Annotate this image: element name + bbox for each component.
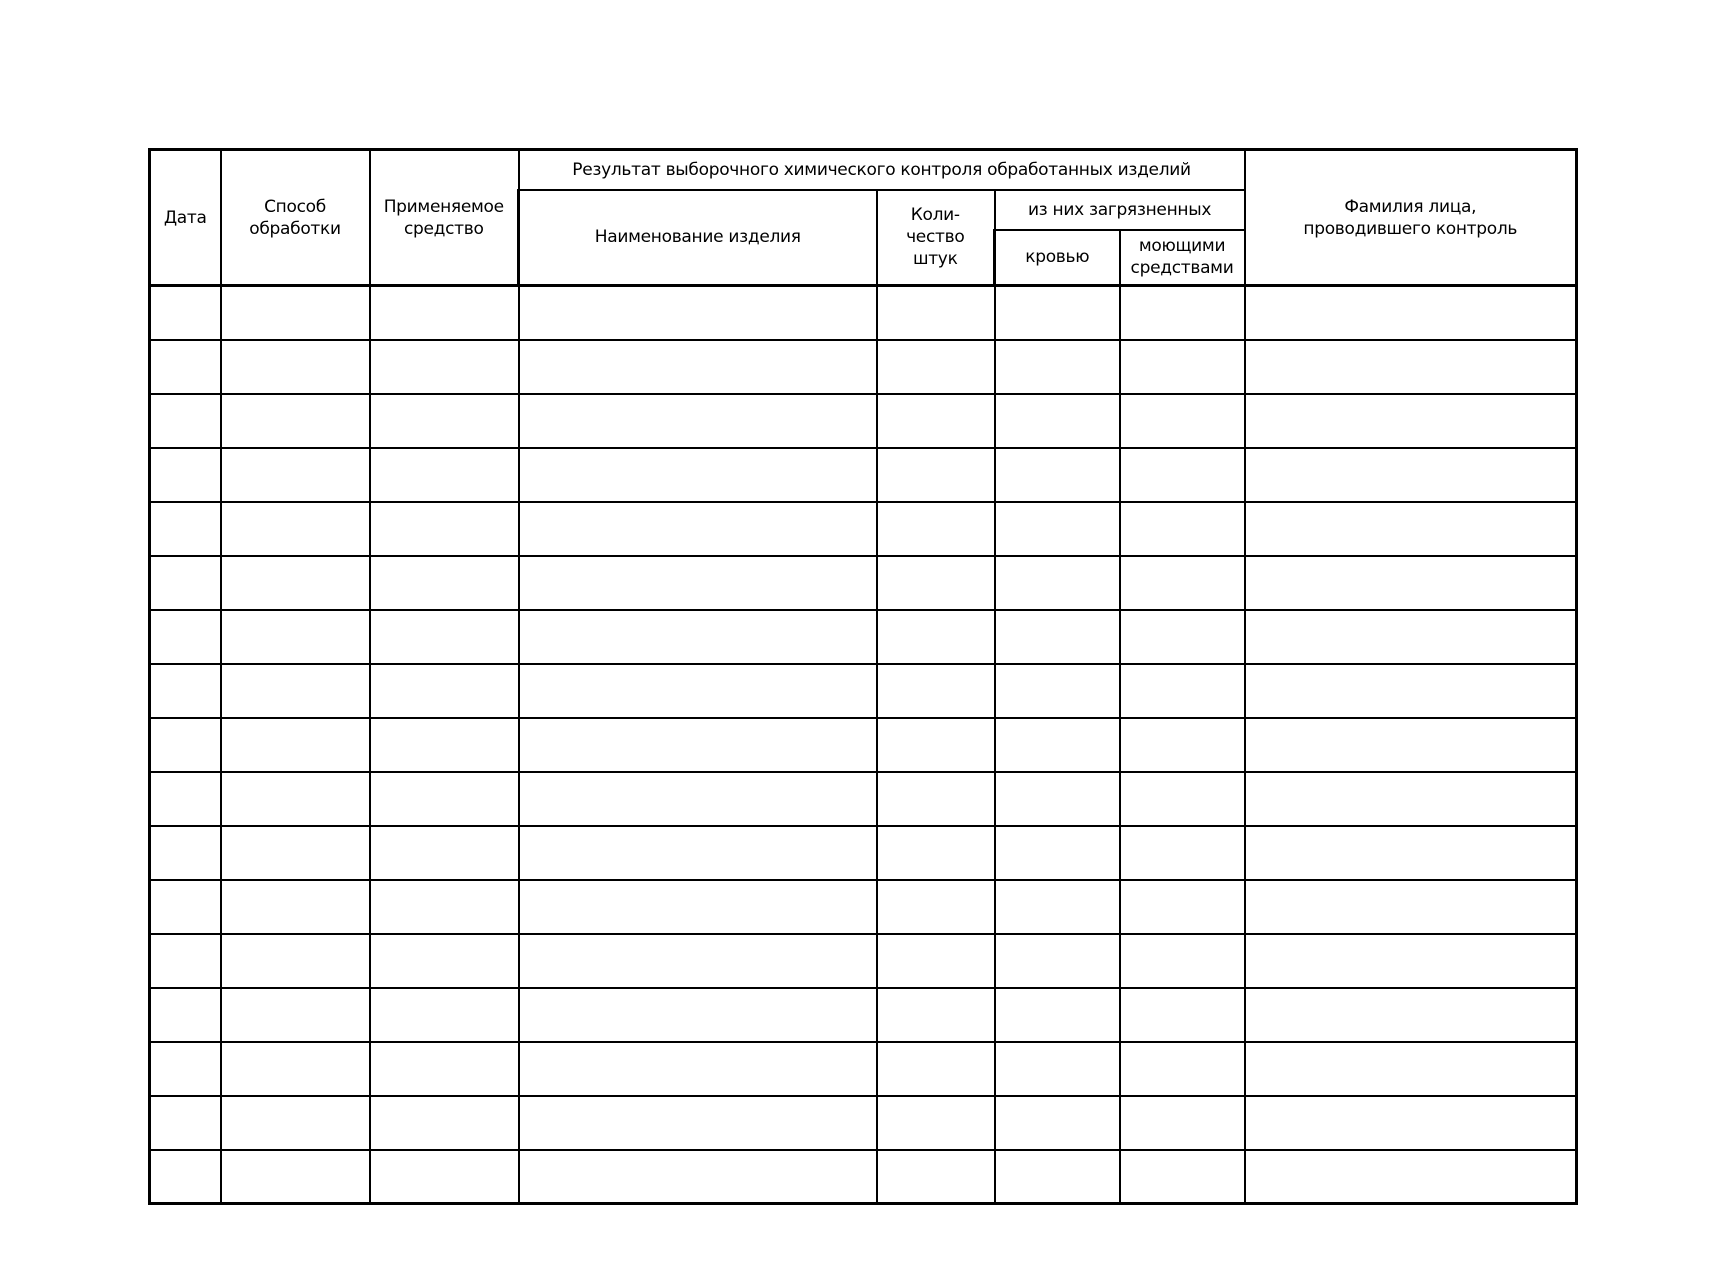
table-row <box>150 772 1577 826</box>
table-row <box>150 988 1577 1042</box>
table-cell[interactable] <box>995 340 1120 394</box>
table-cell[interactable] <box>519 934 877 988</box>
table-cell[interactable] <box>519 556 877 610</box>
table-cell[interactable] <box>1245 502 1577 556</box>
table-row <box>150 880 1577 934</box>
table-cell[interactable] <box>221 1042 370 1096</box>
table-cell[interactable] <box>221 880 370 934</box>
table-cell[interactable] <box>995 772 1120 826</box>
table-row <box>150 394 1577 448</box>
table-row <box>150 286 1577 340</box>
table-cell[interactable] <box>150 394 221 448</box>
table-cell[interactable] <box>519 340 877 394</box>
table-cell[interactable] <box>995 502 1120 556</box>
table-cell[interactable] <box>877 772 995 826</box>
table-cell[interactable] <box>877 880 995 934</box>
table-cell[interactable] <box>150 1150 221 1204</box>
table-cell[interactable] <box>370 286 519 340</box>
table-cell[interactable] <box>370 556 519 610</box>
table-cell[interactable] <box>519 610 877 664</box>
table-cell[interactable] <box>519 718 877 772</box>
header-blood: кровью <box>995 230 1120 286</box>
table-cell[interactable] <box>877 1150 995 1204</box>
table-cell[interactable] <box>150 772 221 826</box>
table-cell[interactable] <box>1120 1096 1245 1150</box>
table-cell[interactable] <box>1245 340 1577 394</box>
table-cell[interactable] <box>995 826 1120 880</box>
table-cell[interactable] <box>370 772 519 826</box>
table-cell[interactable] <box>370 340 519 394</box>
table-cell[interactable] <box>370 718 519 772</box>
table-cell[interactable] <box>877 502 995 556</box>
table-row <box>150 340 1577 394</box>
table-cell[interactable] <box>1245 826 1577 880</box>
table-cell[interactable] <box>995 394 1120 448</box>
table-cell[interactable] <box>995 1042 1120 1096</box>
table-row <box>150 1042 1577 1096</box>
table-cell[interactable] <box>877 610 995 664</box>
header-result-group: Результат выборочного химического контроля обработанных изделий <box>519 150 1245 190</box>
header-contaminated-group: из них загрязненных <box>995 190 1245 230</box>
table-cell[interactable] <box>221 448 370 502</box>
table-row <box>150 610 1577 664</box>
table-cell[interactable] <box>221 988 370 1042</box>
table-cell[interactable] <box>1120 340 1245 394</box>
table-cell[interactable] <box>877 664 995 718</box>
table-cell[interactable] <box>150 340 221 394</box>
table-cell[interactable] <box>1120 664 1245 718</box>
table-cell[interactable] <box>1245 880 1577 934</box>
table-cell[interactable] <box>221 664 370 718</box>
table-cell[interactable] <box>150 610 221 664</box>
table-cell[interactable] <box>370 610 519 664</box>
table-cell[interactable] <box>519 286 877 340</box>
table-cell[interactable] <box>519 826 877 880</box>
table-cell[interactable] <box>1245 1150 1577 1204</box>
table-cell[interactable] <box>1120 502 1245 556</box>
table-cell[interactable] <box>1245 664 1577 718</box>
table-cell[interactable] <box>150 718 221 772</box>
table-cell[interactable] <box>370 880 519 934</box>
table-row <box>150 1150 1577 1204</box>
table-cell[interactable] <box>519 880 877 934</box>
table-cell[interactable] <box>1120 610 1245 664</box>
table-cell[interactable] <box>150 934 221 988</box>
table-cell[interactable] <box>150 1042 221 1096</box>
table-cell[interactable] <box>370 988 519 1042</box>
table-cell[interactable] <box>1245 1042 1577 1096</box>
header-detergents: моющими средствами <box>1120 230 1245 286</box>
table-cell[interactable] <box>995 1150 1120 1204</box>
table-cell[interactable] <box>370 394 519 448</box>
table-cell[interactable] <box>1245 394 1577 448</box>
table-cell[interactable] <box>877 1096 995 1150</box>
table-row <box>150 502 1577 556</box>
table-cell[interactable] <box>519 1096 877 1150</box>
table-cell[interactable] <box>150 988 221 1042</box>
table-cell[interactable] <box>1120 394 1245 448</box>
table-cell[interactable] <box>221 772 370 826</box>
table-cell[interactable] <box>877 988 995 1042</box>
header-inspector: Фамилия лица, проводившего контроль <box>1245 150 1577 286</box>
table-cell[interactable] <box>1120 556 1245 610</box>
table-cell[interactable] <box>519 502 877 556</box>
table-cell[interactable] <box>221 556 370 610</box>
table-cell[interactable] <box>1245 448 1577 502</box>
table-cell[interactable] <box>370 448 519 502</box>
table-cell[interactable] <box>221 826 370 880</box>
table-row <box>150 556 1577 610</box>
table-cell[interactable] <box>1245 934 1577 988</box>
table-cell[interactable] <box>877 556 995 610</box>
table-cell[interactable] <box>995 1096 1120 1150</box>
table-cell[interactable] <box>995 880 1120 934</box>
table-cell[interactable] <box>519 1042 877 1096</box>
table-cell[interactable] <box>1120 934 1245 988</box>
table-row <box>150 934 1577 988</box>
table-cell[interactable] <box>877 718 995 772</box>
table-cell[interactable] <box>150 502 221 556</box>
table-cell[interactable] <box>370 1096 519 1150</box>
table-cell[interactable] <box>1245 610 1577 664</box>
table-cell[interactable] <box>995 448 1120 502</box>
table-cell[interactable] <box>1245 556 1577 610</box>
table-cell[interactable] <box>995 610 1120 664</box>
table-cell[interactable] <box>519 664 877 718</box>
table-cell[interactable] <box>877 394 995 448</box>
control-log-table <box>148 148 1578 1205</box>
table-cell[interactable] <box>150 826 221 880</box>
table-cell[interactable] <box>877 826 995 880</box>
table-cell[interactable] <box>1120 880 1245 934</box>
table-cell[interactable] <box>221 340 370 394</box>
header-quantity: Коли- чество штук <box>877 190 995 286</box>
table-cell[interactable] <box>995 988 1120 1042</box>
table-cell[interactable] <box>221 1096 370 1150</box>
table-cell[interactable] <box>877 934 995 988</box>
table-cell[interactable] <box>221 394 370 448</box>
table-body <box>150 286 1577 1204</box>
table-row <box>150 718 1577 772</box>
table-cell[interactable] <box>995 556 1120 610</box>
table-cell[interactable] <box>519 772 877 826</box>
table-row <box>150 448 1577 502</box>
table-cell[interactable] <box>1120 772 1245 826</box>
table-cell[interactable] <box>221 934 370 988</box>
table-cell[interactable] <box>150 1096 221 1150</box>
table-cell[interactable] <box>1245 1096 1577 1150</box>
table-cell[interactable] <box>370 502 519 556</box>
table-cell[interactable] <box>150 286 221 340</box>
table-cell[interactable] <box>370 826 519 880</box>
table-cell[interactable] <box>150 880 221 934</box>
table-cell[interactable] <box>370 1150 519 1204</box>
table-cell[interactable] <box>150 448 221 502</box>
table-cell[interactable] <box>150 664 221 718</box>
table-cell[interactable] <box>877 1042 995 1096</box>
header-agent-used: Применяемое средство <box>370 150 519 286</box>
table-cell[interactable] <box>221 502 370 556</box>
table-cell[interactable] <box>1245 718 1577 772</box>
table-cell[interactable] <box>150 556 221 610</box>
table-cell[interactable] <box>995 718 1120 772</box>
table-cell[interactable] <box>519 988 877 1042</box>
table-cell[interactable] <box>370 664 519 718</box>
header-item-name: Наименование изделия <box>519 190 877 286</box>
table-cell[interactable] <box>995 934 1120 988</box>
table-row <box>150 664 1577 718</box>
header-date: Дата <box>150 150 221 286</box>
table-cell[interactable] <box>370 1042 519 1096</box>
table-cell[interactable] <box>519 394 877 448</box>
table-cell[interactable] <box>519 448 877 502</box>
table-cell[interactable] <box>221 718 370 772</box>
table-cell[interactable] <box>877 448 995 502</box>
table-row <box>150 1096 1577 1150</box>
header-processing-method: Способ обработки <box>221 150 370 286</box>
table-cell[interactable] <box>370 934 519 988</box>
table-cell[interactable] <box>1120 826 1245 880</box>
table-cell[interactable] <box>221 1150 370 1204</box>
table-cell[interactable] <box>877 286 995 340</box>
table-cell[interactable] <box>221 286 370 340</box>
table-cell[interactable] <box>1120 988 1245 1042</box>
table-cell[interactable] <box>1120 1042 1245 1096</box>
table-cell[interactable] <box>1120 286 1245 340</box>
table-cell[interactable] <box>1245 772 1577 826</box>
table-cell[interactable] <box>1120 1150 1245 1204</box>
table-cell[interactable] <box>1120 448 1245 502</box>
table-cell[interactable] <box>1245 988 1577 1042</box>
table-cell[interactable] <box>519 1150 877 1204</box>
table-cell[interactable] <box>995 664 1120 718</box>
table-cell[interactable] <box>1120 718 1245 772</box>
table-cell[interactable] <box>877 340 995 394</box>
table-cell[interactable] <box>221 610 370 664</box>
table-cell[interactable] <box>1245 286 1577 340</box>
table-cell[interactable] <box>995 286 1120 340</box>
table-row <box>150 826 1577 880</box>
